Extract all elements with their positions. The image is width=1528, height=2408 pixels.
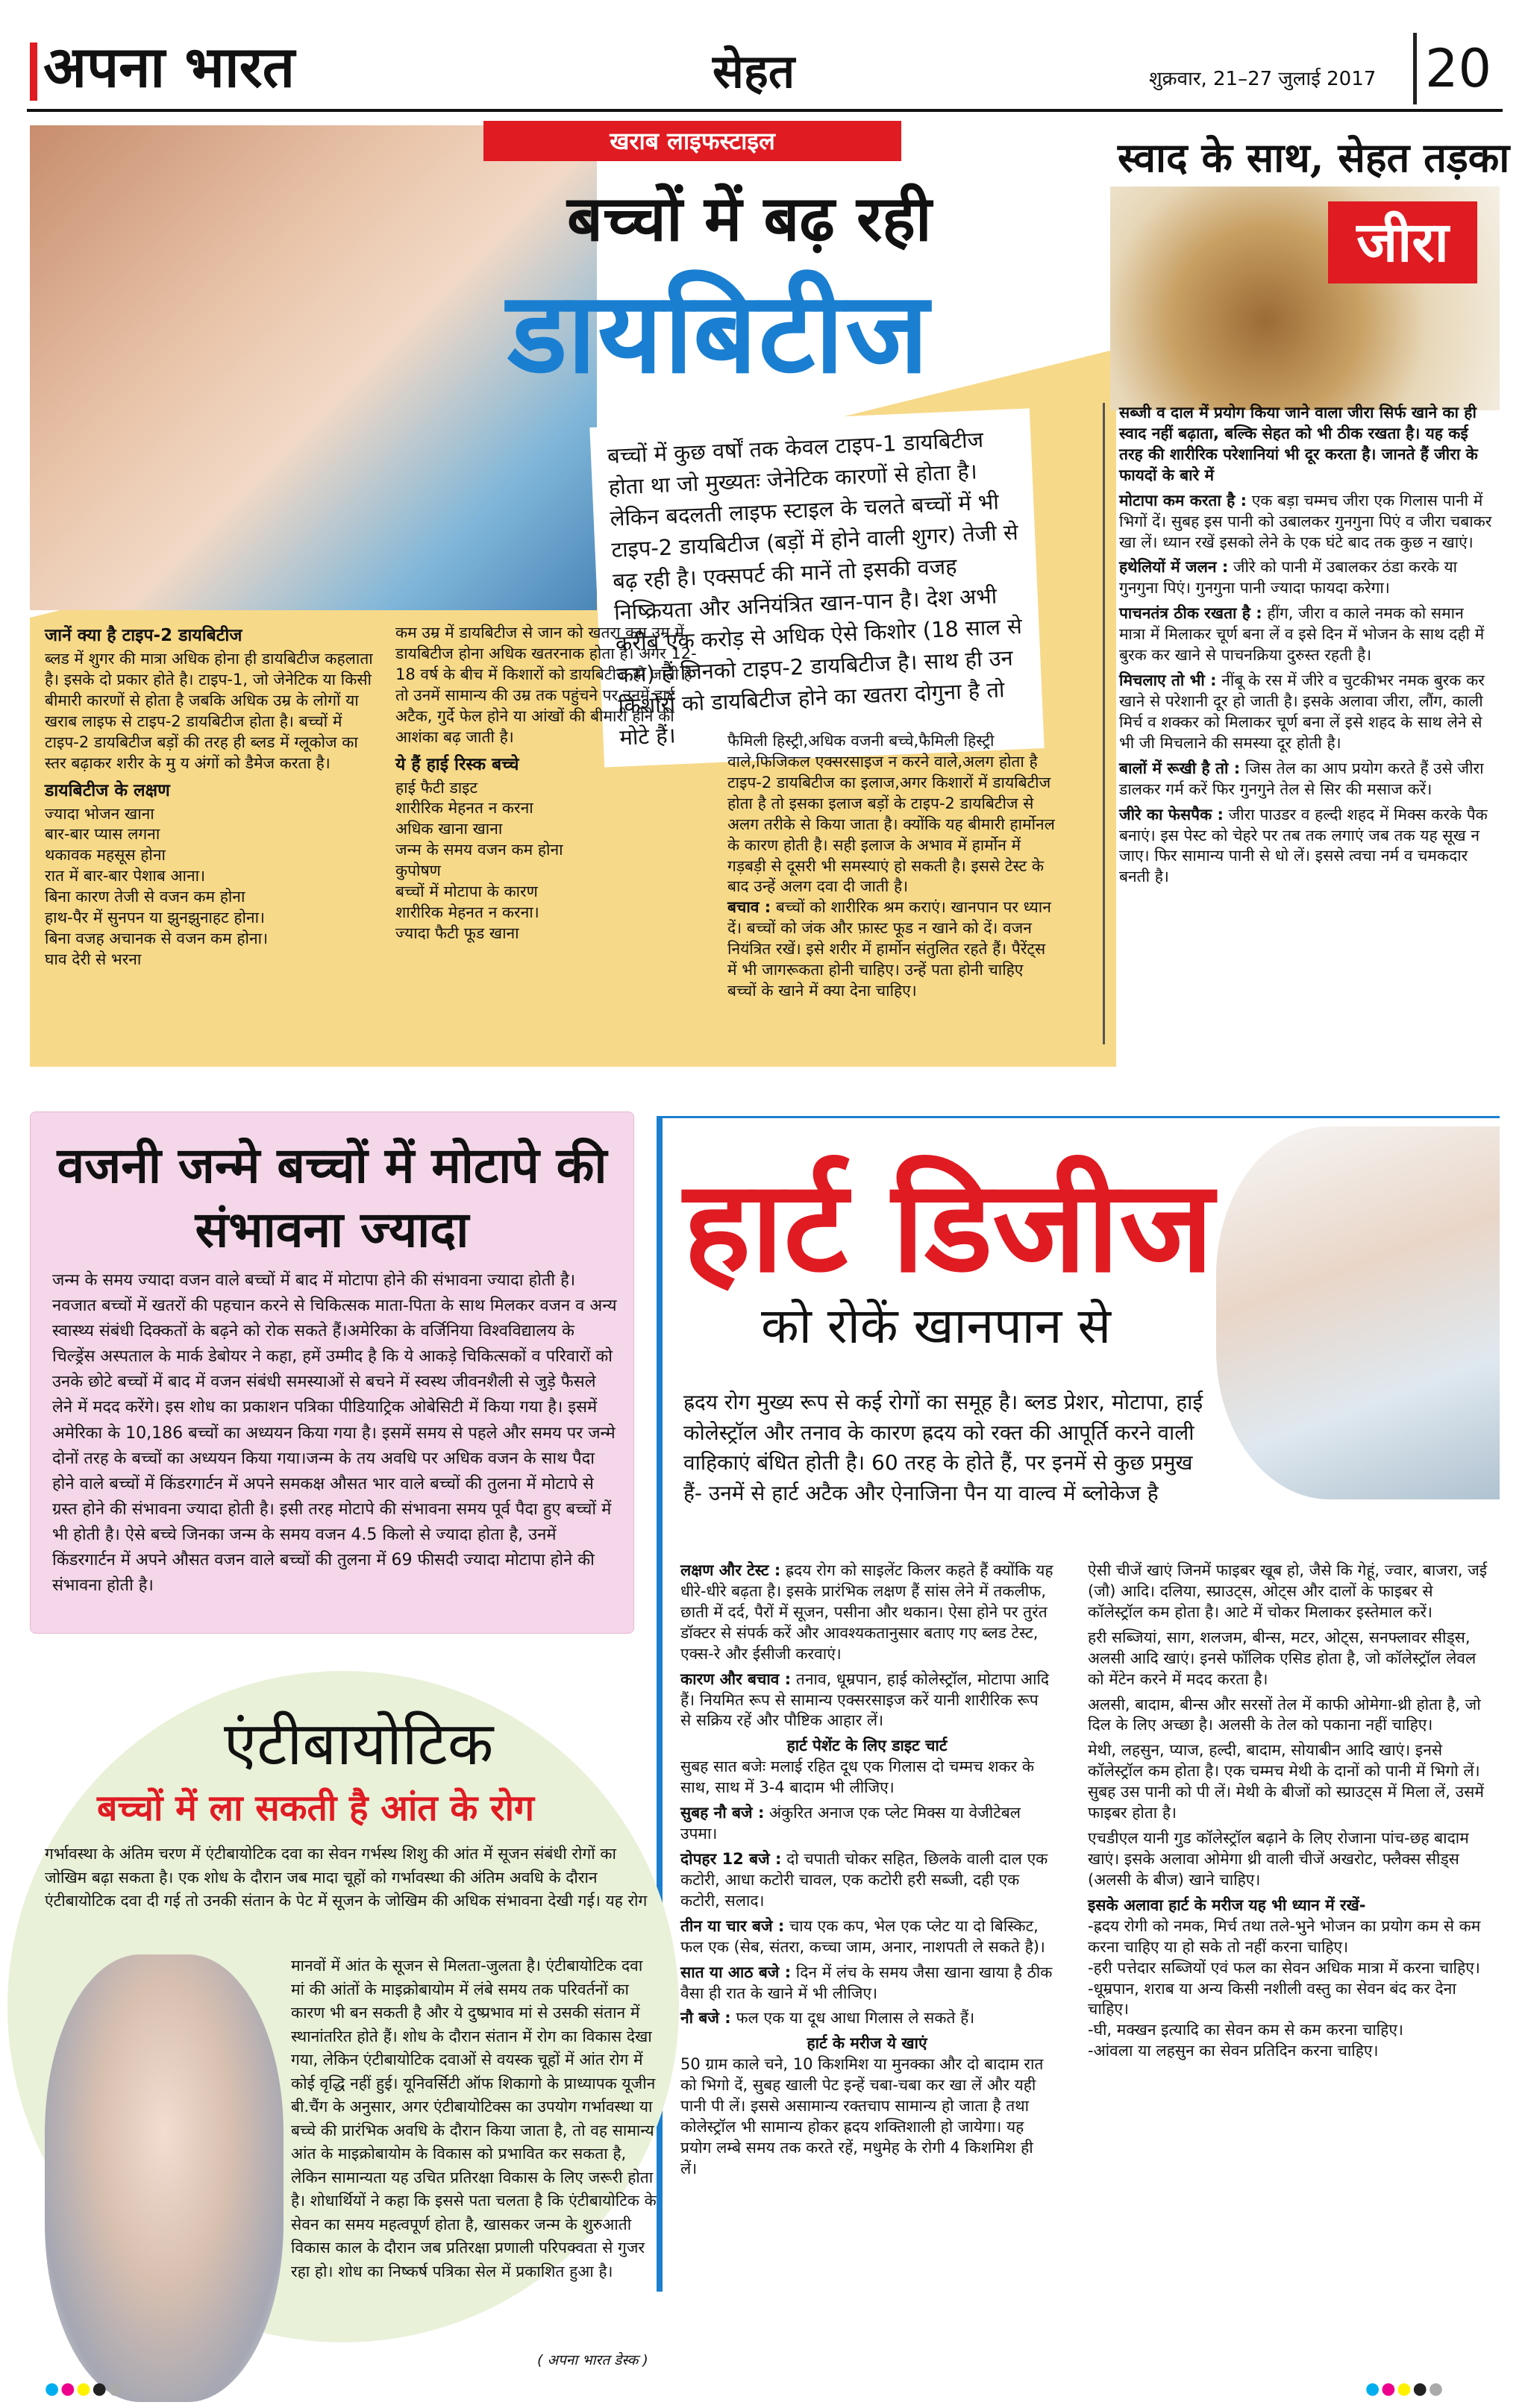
- jeera-item-label: पाचनतंत्र ठीक रखता है :: [1119, 604, 1262, 623]
- risk-item: कुपोषण: [395, 862, 441, 880]
- dateline: शुक्रवार, 21–27 जुलाई 2017: [1149, 68, 1377, 90]
- jeera-item-label: मिचलाए तो भी :: [1119, 671, 1217, 690]
- diet-text: चाय एक कप, भेल एक प्लेट या दो बिस्किट, फल एक (सेब, संतरा, कच्चा जाम, अनार, नाशपती ले सकते है)।: [680, 1916, 1045, 1956]
- symptom-item: रात में बार-बार पेशाब आना।: [45, 867, 206, 885]
- antibiotic-subtitle: बच्चों में ला सकती है आंत के रोग: [97, 1787, 535, 1829]
- diabetes-column-2: [395, 623, 709, 944]
- heart-subtitle: को रोकें खानपान से: [761, 1297, 1112, 1355]
- diabetes-intro: बच्चों में कुछ वर्षों तक केवल टाइप-1 डायबिटीज होता था जो मुख्यतः जेनेटिक कारणों से होता है। लेकिन बदलती लाइफ स्टाइल के चलते बच्चों में भी टाइप-2 डायबिटीज (बड़ों में होने वाली शुगर) तेजी से बढ़ रही है। एक्सपर्ट की मानें तो इसकी वजह निष्क्रियता और अनियंत्रित खान-पान है। देश अभी करीब एक करोड़ से अधिक ऐसे किशोर (18 साल से कम) हैं जिनको टाइप-2 डायबिटीज है। साथ ही उन किशोरों को डायबिटीज होने का खतरा दोगुना है तो मोटे हैं।: [589, 408, 1044, 768]
- jeera-item-text: नींबू के रस में जीरे व चुटकीभर नमक बुरक कर खाने से परेशानी दूर हो जाती है। इसके अलावा जीरा, लौंग, काली मिर्च व शक्कर को मिलाकर चूर्ण बना लें इसे शहद के साथ लेने से भी जी मिचलाने की समस्या दूर होती है।: [1119, 671, 1485, 752]
- heart-causes-label: कारण और बचाव :: [680, 1669, 792, 1688]
- care-heading: इसके अलावा हार्ट के मरीज यह भी ध्यान में रखें-: [1088, 1896, 1366, 1914]
- doctor-stethoscope-photo: [1216, 1126, 1500, 1499]
- treatment-text: फैमिली हिस्ट्री,अधिक वजनी बच्चे,फैमिली हिस्ट्री वाले,फिजिकल एक्सरसाइज न करने वाले,अलग होता है टाइप-2 डायबिटीज का इलाज,अगर किशारों में डायबिटीज होता है तो इसका इलाज बड़ों के टाइप-2 डायबिटीज से अलग तरीके से किया जाता है। क्योंकि यह बीमारी हार्मोनल के कारण होती है। सही इलाज के अभाव में हार्मोन में गड़बड़ी से दूसरी भी समस्याएं हो सकती है। इससे टेस्ट के बाद उन्हें अलग दवा दी जाती है।: [727, 732, 1055, 896]
- greens-text: हरी सब्जियां, साग, शलजम, बीन्स, मटर, ओट्स, सनफ्लावर सीड्स, अलसी आदि खाएं। इनसे फॉलिक एसिड होता है, जो कॉलेस्ट्रॉल लेवल को मेंटेन करने में मदद करता है।: [1088, 1628, 1477, 1688]
- jeera-item-text: हींग, जीरा व काले नमक को समान मात्रा में मिलाकर चूर्ण बना लें व इसे दिन में भोजन के साथ दही में बुरक कर खाने से पाचनक्रिया दुरुस्त रहती है।: [1119, 604, 1485, 665]
- diabetes-kicker: खराब लाइफस्टाइल: [483, 121, 901, 161]
- antibiotic-body-wrap: मानवों में आंत के सूजन से मिलता-जुलता है। एंटीबायोटिक दवा मां की आंतों के माइक्रोबायोम में लंबे समय तक परिवर्तनों का कारण भी बन सकती है और ये दुष्प्रभाव मां से उसकी संतान में स्थानांतरित होते हैं। शोध के दौरान संतान में रोग का विकास देखा गया, लेकिन एंटीबायोटिक दवाओं से वयस्क चूहों में आंत रोग में कोई वृद्धि नहीं हुई। यूनिवर्सिटी ऑफ शिकागो के प्राध्यापक यूजीन बी.चैंग के अनुसार, अगर एंटीबायोटिक्स का उपयोग गर्भावस्था या बच्चे की प्रारंभिक अवधि के दौरान किया जाता है, तो वह सामान्य आंत के माइक्रोबायोम के विकास को प्रभावित कर सकता है, लेकिन सामान्यता यह उचित प्रतिरक्षा विकास के लिए जरूरी होता है। शोधार्थियों ने कहा कि इससे पता चलता है कि एंटीबायोटिक के सेवन का समय महत्वपूर्ण होता है, खासकर जन्म के शुरुआती विकास काल के दौरान जब प्रतिरक्षा प्रणाली परिपक्वता से गुजर रहा हो। शोध का निष्कर्ष पत्रिका सेल में प्रकाशित हुआ है।: [291, 1957, 657, 2280]
- diabetes-column-1: [45, 619, 373, 971]
- obesity-body: जन्म के समय ज्यादा वजन वाले बच्चों में बाद में मोटापा होने की संभावना ज्यादा होती है। नवजात बच्चों में खतरों की पहचान करने से चिकित्सक माता-पिता के साथ मिलकर वजन व अन्य स्वास्थ्य संबंधी दिक्कतों के बढ़ने को रोक सकते हैं।अमेरिका के वर्जिनिया विश्वविद्यालय के चिल्ड्रेंस अस्पताल के मार्क डेबोयर ने कहा, हमें उम्मीद है कि ये आकड़े चिकित्सकों व परिवारों को उनके छोटे बच्चों में बाद में वजन संबंधी समस्याओं से बचने में स्वस्थ जीवनशैली से जुड़े फैसले लेने में मदद करेंगे। इस शोध का प्रकाशन पत्रिका पीडियाट्रिक ओबेसिटी में किया गया है। इसमें अमेरिका के 10,186 बच्चों का अध्ययन किया गया है। इसमें समय से पहले और समय पर जन्मे दोनों तरह के बच्चों का अध्ययन किया गया।जन्म के तय अवधि पर अधिक वजन के साथ पैदा होने वाले बच्चों में किंडरगार्टन में अपने समकक्ष औसत भार वाले बच्चों की तुलना में मोटापे से ग्रस्त होने की संभावना ज्यादा होती है। इसी तरह मोटापे की संभावना समय पूर्व पैदा हुए बच्चों में भी होती है। ऐसे बच्चे जिनका जन्म के समय वजन 4.5 किलो से ज्यादा होता है, उनमें किंडरगार्टन में अपने औसत वजन वाले बच्चों की तुलना में 69 फीसदी ज्यादा मोटापा होने की संभावना होती है।: [52, 1271, 617, 1596]
- risk-heading: ये हैं हाई रिस्क बच्चे: [395, 754, 519, 774]
- masthead-bar: [30, 43, 37, 101]
- care-item: -घी, मक्खन इत्यादि का सेवन कम से कम करना चाहिए।: [1088, 2021, 1403, 2039]
- risk-item: ज्यादा फैटी फूड खाना: [395, 924, 519, 942]
- risk-item: शारीरिक मेहनत न करना।: [395, 903, 539, 922]
- hdl-text: एचडीएल यानी गुड कॉलेस्ट्रॉल बढ़ाने के लिए रोजाना पांच-छह बादाम खाएं। इसके अलावा ओमेगा थ्री वाली चीजें अखरोट, फ्लैक्स सीड्स (अलसी के बीज) खाने चाहिए।: [1088, 1829, 1469, 1889]
- risk-item: बच्चों में मोटापा के कारण: [395, 882, 538, 901]
- methi-text: मेथी, लहसुन, प्याज, हल्दी, बादाम, सोयाबीन आदि खाएं। इनसे कॉलेस्ट्रॉल कम होता है। एक चम्मच मेथी के दानों को पानी में भिगो लें। सुबह उस पानी को पी लें। मेथी के बीजों को स्प्राउट्स में मिला लें, उसमें फाइबर होता है।: [1088, 1741, 1484, 1822]
- section-title: सेहत: [713, 44, 795, 98]
- heart-symptoms-text: ह्रदय रोग को साइलेंट किलर कहते हैं क्योंकि यह धीरे-धीरे बढ़ता है। इसके प्रारंभिक लक्षण हैं सांस लेने में तकलीफ, छाती में दर्द, पैरों में सूजन, पसीना और थकान। ऐसा होने पर तुरंत डॉक्टर से संपर्क करें और आवश्यकतानुसार बताए गए ब्लड टेस्ट, एक्स-रे और ईसीजी करवाएं।: [680, 1561, 1053, 1663]
- heart-column-1: [680, 1561, 1053, 2180]
- risk-item: हाई फैटी डाइट: [395, 778, 478, 797]
- prevention-label: बचाव :: [727, 898, 771, 917]
- jeera-item-label: मोटापा कम करता है :: [1119, 491, 1247, 509]
- foods-text: 50 ग्राम काले चने, 10 किशमिश या मुनक्का और दो बादाम रात को भिगो दें, सुबह खाली पेट इन्हें चबा-चबा कर खा लें और यही पानी पी लें। इससे असामान्य रक्तचाप सामान्य हो जाता है तथा कोलेस्ट्रॉल भी सामान्य होकर ह्रदय शक्तिशाली हो जायेगा। यह प्रयोग लम्बे समय तक करते रहें, मधुमेह के रोगी 4 किशमिश ही लें।: [680, 2055, 1044, 2177]
- desk-credit: ( अपना भारत डेस्क ): [537, 2352, 648, 2368]
- heart-causes-text: तनाव, धूम्रपान, हाई कोलेस्ट्रॉल, मोटापा आदि हैं। नियमित रूप से सामान्य एक्सरसाइज करें यानी शारीरिक रूप से सक्रिय रहें और पौष्टिक आहार लें।: [680, 1669, 1050, 1730]
- care-item: -आंवला या लहसुन का सेवन प्रतिदिन करना चाहिए।: [1088, 2042, 1379, 2060]
- heart-column-2: [1088, 1561, 1488, 2062]
- diet-time: नौ बजे :: [680, 2009, 731, 2028]
- diet-time: सुबह नौ बजे :: [680, 1804, 765, 1822]
- obesity-title: वजनी जन्मे बच्चों में मोटापे की संभावना ज्यादा: [57, 1136, 607, 1258]
- diabetes-title-line2: डायबिटीज: [507, 269, 930, 398]
- page-number-divider: [1413, 33, 1417, 104]
- type2-heading: जानें क्या है टाइप-2 डायबिटीज: [45, 626, 242, 645]
- jeera-title: स्वाद के साथ, सेहत तड़का: [1118, 134, 1510, 181]
- diet-text: दिन में लंच के समय जैसा खाना खाया है ठीक वैसा ही रात के खाने में भी लीजिए।: [680, 1963, 1053, 2002]
- risk-item: जन्म के समय वजन कम होना: [395, 841, 563, 859]
- young-risk-text: कम उम्र में डायबिटीज से जान को खतरा कम उम्र में डायबिटीज होना अधिक खतरनाक होता है। अगर 12-18 वर्ष के बीच में किशारों को डायबिटीज हो जाती है तो उनमें सामान्य की उम्र तक पहुंचने पर उनमें हार्ट अटैक, गुर्दे फेल होने या आंखों की बीमारी होने की आशंका बढ़ जाती है।: [395, 624, 697, 746]
- diet-text: फल एक या दूध आधा गिलास ले सकते हैं।: [736, 2009, 975, 2028]
- diet-time: तीन या चार बजे :: [680, 1916, 785, 1935]
- jeera-intro: सब्जी व दाल में प्रयोग किया जाने वाला जीरा सिर्फ खाने का ही स्वाद नहीं बढ़ाता, बल्कि सेहत को भी ठीक रखता है। यह कई तरह की शारीरिक परेशानियां भी दूर करता है। जानते हैं जीरा के फायदों के बारे में: [1119, 404, 1478, 484]
- antibiotic-body-top: गर्भावस्था के अंतिम चरण में एंटीबायोटिक दवा का सेवन गर्भस्थ शिशु की आंत में सूजन संबंधी रोगों का जोखिम बढ़ा सकता है। एक शोध के दौरान जब मादा चूहों को गर्भावस्था की अंतिम अवधि के दौरान एंटीबायोटिक दवा दी गई तो उनकी संतान के पेट में सूजन के जोखिम की अधिक संभावना देखी गई। यह रोग: [45, 1845, 648, 1910]
- jeera-item-text: जीरे को पानी में उबालकर ठंडा करके या गुनगुना पिएं। गुनगुना पानी ज्यादा फायदा करेगा।: [1119, 558, 1458, 598]
- jeera-item-text: जीरा पाउडर व हल्दी शहद में मिक्स करके पैक बनाएं। इस पेस्ट को चेहरे पर तब तक लगाएं जब तक यह सूख न जाए। फिर सामान्य पानी से धो लें। इससे त्वचा नर्म व चमकदार बनती है।: [1119, 805, 1488, 886]
- registration-dots-left: ●●●●●: [45, 2380, 125, 2398]
- diet-text: दो चपाती चोकर सहित, छिलके वाली दाल एक कटोरी, आधा कटोरी चावल, एक कटोरी हरी सब्जी, दही एक कटोरी, सलाद।: [680, 1849, 1048, 1910]
- symptom-item: बिना कारण तेजी से वजन कम होना: [45, 888, 245, 906]
- symptom-item: थकावक महसूस होना: [45, 846, 166, 865]
- jeera-item-label: हथेलियों में जलन :: [1119, 558, 1229, 577]
- jeera-item-label: बालों में रूखी है तो :: [1119, 759, 1241, 777]
- page-number: 20: [1425, 38, 1492, 99]
- jeera-body: [1119, 403, 1492, 892]
- symptom-item: घाव देरी से भरना: [45, 950, 142, 968]
- fiber-text: ऐसी चीजें खाएं जिनमें फाइबर खूब हो, जैसे कि गेहूं, ज्वार, बाजरा, जई (जौ) आदि। दलिया, स्प्राउट्स, ओट्स और दालों के फाइबर से कॉलेस्ट्रॉल कम होता है। आटे में चोकर मिलाकर इस्तेमाल करें।: [1088, 1561, 1488, 1621]
- care-item: -ह्रदय रोगी को नमक, मिर्च तथा तले-भुने भोजन का प्रयोग कम से कम करना चाहिए या हो सके तो नहीं करना चाहिए।: [1088, 1916, 1481, 1956]
- type2-text: ब्लड में शुगर की मात्रा अधिक होना ही डायबिटीज कहलाता है। इसके दो प्रकार होते है। टाइप-1, जो जेनेटिक या किसी बीमारी कारणों से होता है जबकि अधिक उम्र के लोगों या खराब लाइफ से टाइप-2 डायबिटीज होता है। बच्चों में टाइप-2 डायबिटीज बड़ों की तरह ही ब्लड में ग्लूकोज का स्तर बढ़ाकर शरीर के मु य अंगों को डैमेज करता है।: [45, 650, 373, 772]
- heart-title: हार्ट डिजीज: [683, 1153, 1214, 1301]
- symptoms-heading: डायबिटीज के लक्षण: [45, 780, 170, 800]
- header-rule: [27, 109, 1503, 112]
- symptom-item: बिना वजह अचानक से वजन कम होना।: [45, 929, 269, 948]
- care-item: -हरी पत्तेदार सब्जियों एवं फल का सेवन अधिक मात्रा में करना चाहिए।: [1088, 1958, 1480, 1977]
- symptom-item: हाथ-पैर में सुनपन या झुनझुनाहट होना।: [45, 909, 265, 927]
- diet-intro: सुबह सात बजेः मलाई रहित दूध एक गिलास दो चम्मच शकर के साथ, साथ में 3-4 बादाम भी लीजिए।: [680, 1758, 1035, 1797]
- masthead-text: अपना भारत: [43, 34, 295, 100]
- antibiotic-title: एंटीबायोटिक: [224, 1709, 494, 1778]
- pregnant-woman-photo: [45, 1954, 284, 2402]
- heart-intro: ह्रदय रोग मुख्य रूप से कई रोगों का समूह है। ब्लड प्रेशर, मोटापा, हाई कोलेस्ट्रॉल और तनाव के कारण ह्रदय को रक्त की आपूर्ति करने वाली वाहिकाएं बंधित होती है। 60 तरह के होते हैं, पर इनमें से कुछ प्रमुख हैं- उनमें से हार्ट अटैक और ऐनाजिना पैन या वाल्व में ब्लोकेज है: [683, 1390, 1203, 1505]
- diabetes-title-line1: बच्चों में बढ़ रही: [567, 181, 932, 255]
- diet-heading: हार्ट पेशेंट के लिए डाइट चार्ट: [786, 1737, 948, 1755]
- risk-item: अधिक खाना खाना: [395, 820, 503, 838]
- prevention-text: बच्चों को शारीरिक श्रम कराएं। खानपान पर ध्यान दें। बच्चों को जंक और फ़ास्ट फूड न खाने को दें। वजन नियंत्रित रखें। इसे शरीर में हार्मोन संतुलित रहते हैं। पैरेंट्स में भी जागरूकता होनी चाहिए। उन्हें पता होनी चाहिए बच्चों के खाने में क्या देना चाहिए।: [727, 898, 1051, 1000]
- diabetes-column-3: [727, 731, 1056, 1002]
- jeera-item-label: जीरे का फेसपैक :: [1119, 805, 1224, 824]
- masthead: [30, 30, 358, 104]
- foods-heading: हार्ट के मरीज ये खाएं: [807, 2034, 927, 2053]
- registration-dots-right: ●●●●●: [1365, 2380, 1445, 2398]
- jeera-item-text: जिस तेल का आप प्रयोग करते हैं उसे जीरा डालकर गर्म करें फिर गुनगुने तेल से सिर की मसाज करें।: [1119, 759, 1484, 798]
- jeera-label: जीरा: [1328, 201, 1477, 283]
- diet-text: अंकुरित अनाज एक प्लेट मिक्स या वेजीटेबल उपमा।: [680, 1804, 1021, 1843]
- jeera-item-text: एक बड़ा चम्मच जीरा एक गिलास पानी में भिगों दें। सुबह इस पानी को उबालकर गुनगुना पिएं व जीरा चबाकर खा लें। ध्यान रखें इसको लेने के एक घंटे बाद तक कुछ न खाएं।: [1119, 491, 1492, 551]
- diet-time: सात या आठ बजे :: [680, 1963, 792, 1981]
- symptom-item: ज्यादा भोजन खाना: [45, 804, 154, 823]
- diet-time: दोपहर 12 बजे :: [680, 1849, 782, 1868]
- care-item: -धूम्रपान, शराब या अन्य किसी नशीली वस्तु का सेवन बंद कर देना चाहिए।: [1088, 1979, 1456, 2019]
- heart-symptoms-label: लक्षण और टेस्ट :: [680, 1561, 781, 1579]
- risk-item: शारीरिक मेहनत न करना: [395, 799, 533, 818]
- symptom-item: बार-बार प्यास लगना: [45, 825, 160, 844]
- omega-text: अलसी, बादाम, बीन्स और सरसों तेल में काफी ओमेगा-थ्री होता है, जो दिल के लिए अच्छा है। अलसी के तेल को पकाना नहीं चाहिए।: [1088, 1695, 1481, 1734]
